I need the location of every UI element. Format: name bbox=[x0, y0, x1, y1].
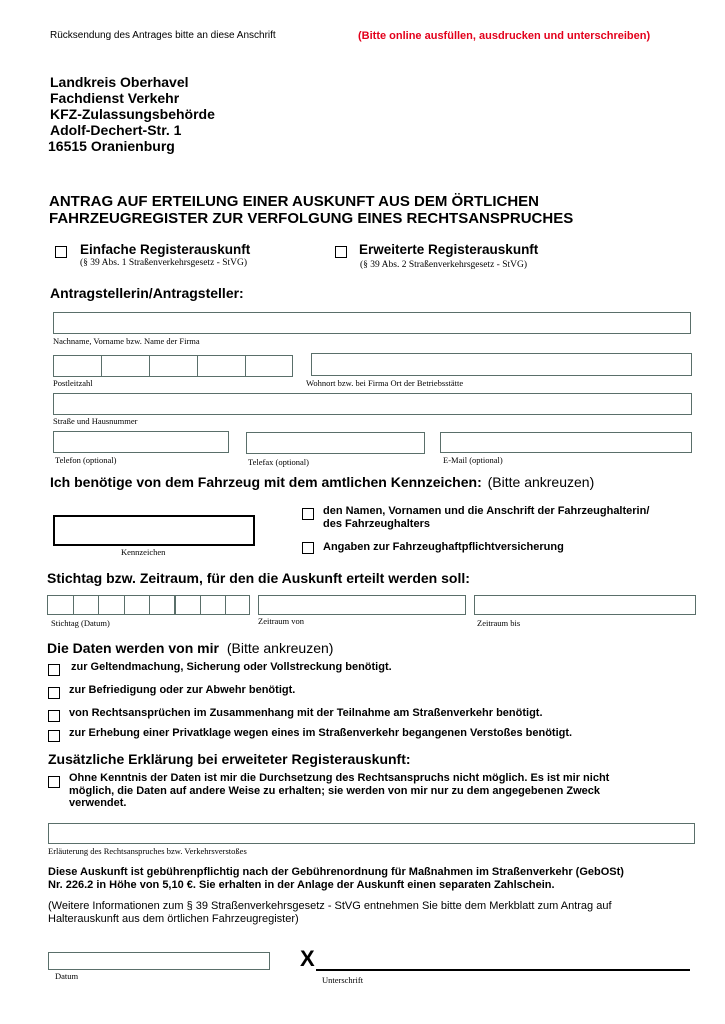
purpose-defense-checkbox[interactable] bbox=[48, 687, 60, 699]
extended-heading: Zusätzliche Erklärung bei erweiteter Registerauskunft: bbox=[48, 751, 411, 767]
plate-input[interactable] bbox=[53, 515, 255, 546]
street-input[interactable] bbox=[53, 393, 692, 415]
holder-data-checkbox[interactable] bbox=[302, 508, 314, 520]
phone-label: Telefon (optional) bbox=[55, 455, 117, 465]
extended-declaration-text bbox=[69, 772, 609, 810]
period-to-label: Zeitraum bis bbox=[477, 618, 521, 628]
simple-register-ref: (§ 39 Abs. 1 Straßenverkehrsgesetz - StVG) bbox=[80, 258, 248, 268]
legal-claim-explanation-label: Erläuterung des Rechtsanspruches bzw. Verkehrsverstoßes bbox=[48, 846, 247, 856]
zip-cell-divider bbox=[197, 356, 198, 376]
date-cell-divider bbox=[124, 596, 125, 614]
legal-claim-explanation-input[interactable] bbox=[48, 823, 695, 844]
holder-data-label bbox=[323, 505, 649, 530]
zip-label: Postleitzahl bbox=[53, 378, 93, 388]
plate-label: Kennzeichen bbox=[121, 547, 166, 557]
purpose-enforce-label: zur Geltendmachung, Sicherung oder Vollstreckung benötigt. bbox=[71, 661, 392, 673]
deadline-date-input[interactable] bbox=[47, 595, 250, 615]
zip-cell-divider bbox=[149, 356, 150, 376]
address-line: 16515 Oranienburg bbox=[48, 138, 175, 154]
instruction-note: (Bitte online ausfüllen, ausdrucken und unterschreiben) bbox=[358, 30, 651, 42]
extended-register-ref: (§ 39 Abs. 2 Straßenverkehrsgesetz - StVG) bbox=[360, 260, 528, 270]
period-from-label: Zeitraum von bbox=[258, 616, 305, 626]
signature-label: Unterschrift bbox=[322, 975, 364, 985]
fee-notice bbox=[48, 866, 624, 892]
street-label: Straße und Hausnummer bbox=[53, 416, 138, 426]
date-heading: Stichtag bzw. Zeitraum, für den die Auskunft erteilt werden soll: bbox=[47, 570, 470, 586]
period-from-input[interactable] bbox=[258, 595, 466, 615]
fee-line: Nr. 226.2 in Höhe von 5,10 €. Sie erhalten in der Anlage der Auskunft einen separaten Zahlschein. bbox=[48, 879, 555, 891]
zip-cell-divider bbox=[101, 356, 102, 376]
applicant-heading: Antragstellerin/Antragsteller: bbox=[50, 285, 244, 301]
declaration-line: verwendet. bbox=[69, 797, 127, 809]
date-cell-divider bbox=[174, 596, 176, 614]
title-line: FAHRZEUGREGISTER ZUR VERFOLGUNG EINES RECHTSANSPRUCHES bbox=[49, 210, 574, 227]
signature-date-input[interactable] bbox=[48, 952, 270, 970]
holder-data-line: den Namen, Vornamen und die Anschrift der Fahrzeughalterin/ bbox=[323, 505, 650, 517]
signature-x-mark: X bbox=[300, 946, 315, 971]
address-line: Adolf-Dechert-Str. 1 bbox=[50, 122, 182, 138]
address-line: Landkreis Oberhavel bbox=[50, 74, 189, 90]
simple-register-checkbox[interactable] bbox=[55, 246, 67, 258]
insurance-label: Angaben zur Fahrzeughaftpflichtversicherung bbox=[323, 541, 564, 553]
info-line: (Weitere Informationen zum § 39 Straßenverkehrsgesetz - StVG entnehmen Sie bitte dem Merkblatt zum Antrag auf bbox=[48, 900, 612, 912]
purpose-enforce-checkbox[interactable] bbox=[48, 664, 60, 676]
purpose-defense-label: zur Befriedigung oder zur Abwehr benötigt. bbox=[69, 684, 296, 696]
signature-date-label: Datum bbox=[55, 971, 79, 981]
purpose-private-action-label: zur Erhebung einer Privatklage wegen eines im Straßenverkehr begangenen Verstoßes benötigt. bbox=[69, 727, 573, 739]
title-line: ANTRAG AUF ERTEILUNG EINER AUSKUNFT AUS DEM ÖRTLICHEN bbox=[49, 193, 539, 210]
extended-register-label: Erweiterte Registerauskunft bbox=[359, 242, 539, 257]
purpose-traffic-claims-checkbox[interactable] bbox=[48, 710, 60, 722]
extended-register-checkbox[interactable] bbox=[335, 246, 347, 258]
vehicle-heading-bold: Ich benötige von dem Fahrzeug mit dem amtlichen Kennzeichen: bbox=[50, 474, 482, 490]
page-title bbox=[49, 193, 573, 227]
simple-register-label: Einfache Registerauskunft bbox=[80, 242, 251, 257]
zip-cell-divider bbox=[245, 356, 246, 376]
signature-line[interactable] bbox=[316, 969, 690, 971]
info-line: Halterauskunft aus dem örtlichen Fahrzeugregister) bbox=[48, 913, 299, 925]
holder-data-line: des Fahrzeughalters bbox=[323, 517, 430, 530]
email-input[interactable] bbox=[440, 432, 692, 453]
name-input[interactable] bbox=[53, 312, 691, 334]
purpose-heading bbox=[47, 640, 333, 656]
deadline-date-label: Stichtag (Datum) bbox=[51, 618, 110, 628]
fax-input[interactable] bbox=[246, 432, 425, 454]
declaration-line: Ohne Kenntnis der Daten ist mir die Durchsetzung des Rechtsanspruchs nicht möglich. Es ist mir nicht bbox=[69, 772, 610, 784]
address-line: Fachdienst Verkehr bbox=[50, 90, 180, 106]
return-note: Rücksendung des Antrages bitte an diese Anschrift bbox=[50, 30, 276, 41]
purpose-traffic-claims-label: von Rechtsansprüchen im Zusammenhang mit der Teilnahme am Straßenverkehr benötigt. bbox=[69, 707, 543, 719]
address-line: KFZ-Zulassungsbehörde bbox=[50, 106, 215, 122]
fax-label: Telefax (optional) bbox=[248, 457, 310, 467]
zip-input[interactable] bbox=[53, 355, 293, 377]
date-cell-divider bbox=[98, 596, 99, 614]
email-label: E-Mail (optional) bbox=[443, 455, 503, 465]
info-notice bbox=[48, 900, 612, 926]
phone-input[interactable] bbox=[53, 431, 229, 453]
declaration-line: möglich, die Daten auf andere Weise zu erhalten; sie werden von mir nur zu dem angegebenen Zweck bbox=[69, 784, 600, 797]
fee-line: Diese Auskunft ist gebührenpflichtig nach der Gebührenordnung für Maßnahmen im Straßenverkehr (GebOSt) bbox=[48, 866, 624, 878]
purpose-heading-note: (Bitte ankreuzen) bbox=[226, 640, 334, 656]
purpose-private-action-checkbox[interactable] bbox=[48, 730, 60, 742]
vehicle-heading bbox=[50, 474, 594, 490]
name-label: Nachname, Vorname bzw. Name der Firma bbox=[53, 336, 200, 346]
vehicle-heading-note: (Bitte ankreuzen) bbox=[487, 474, 595, 490]
period-to-input[interactable] bbox=[474, 595, 696, 615]
date-cell-divider bbox=[200, 596, 201, 614]
city-input[interactable] bbox=[311, 353, 692, 376]
extended-declaration-checkbox[interactable] bbox=[48, 776, 60, 788]
date-cell-divider bbox=[149, 596, 150, 614]
insurance-checkbox[interactable] bbox=[302, 542, 314, 554]
date-cell-divider bbox=[73, 596, 74, 614]
city-label: Wohnort bzw. bei Firma Ort der Betriebsstätte bbox=[306, 378, 464, 388]
purpose-heading-bold: Die Daten werden von mir bbox=[47, 640, 219, 656]
date-cell-divider bbox=[225, 596, 226, 614]
recipient-address bbox=[50, 74, 215, 154]
